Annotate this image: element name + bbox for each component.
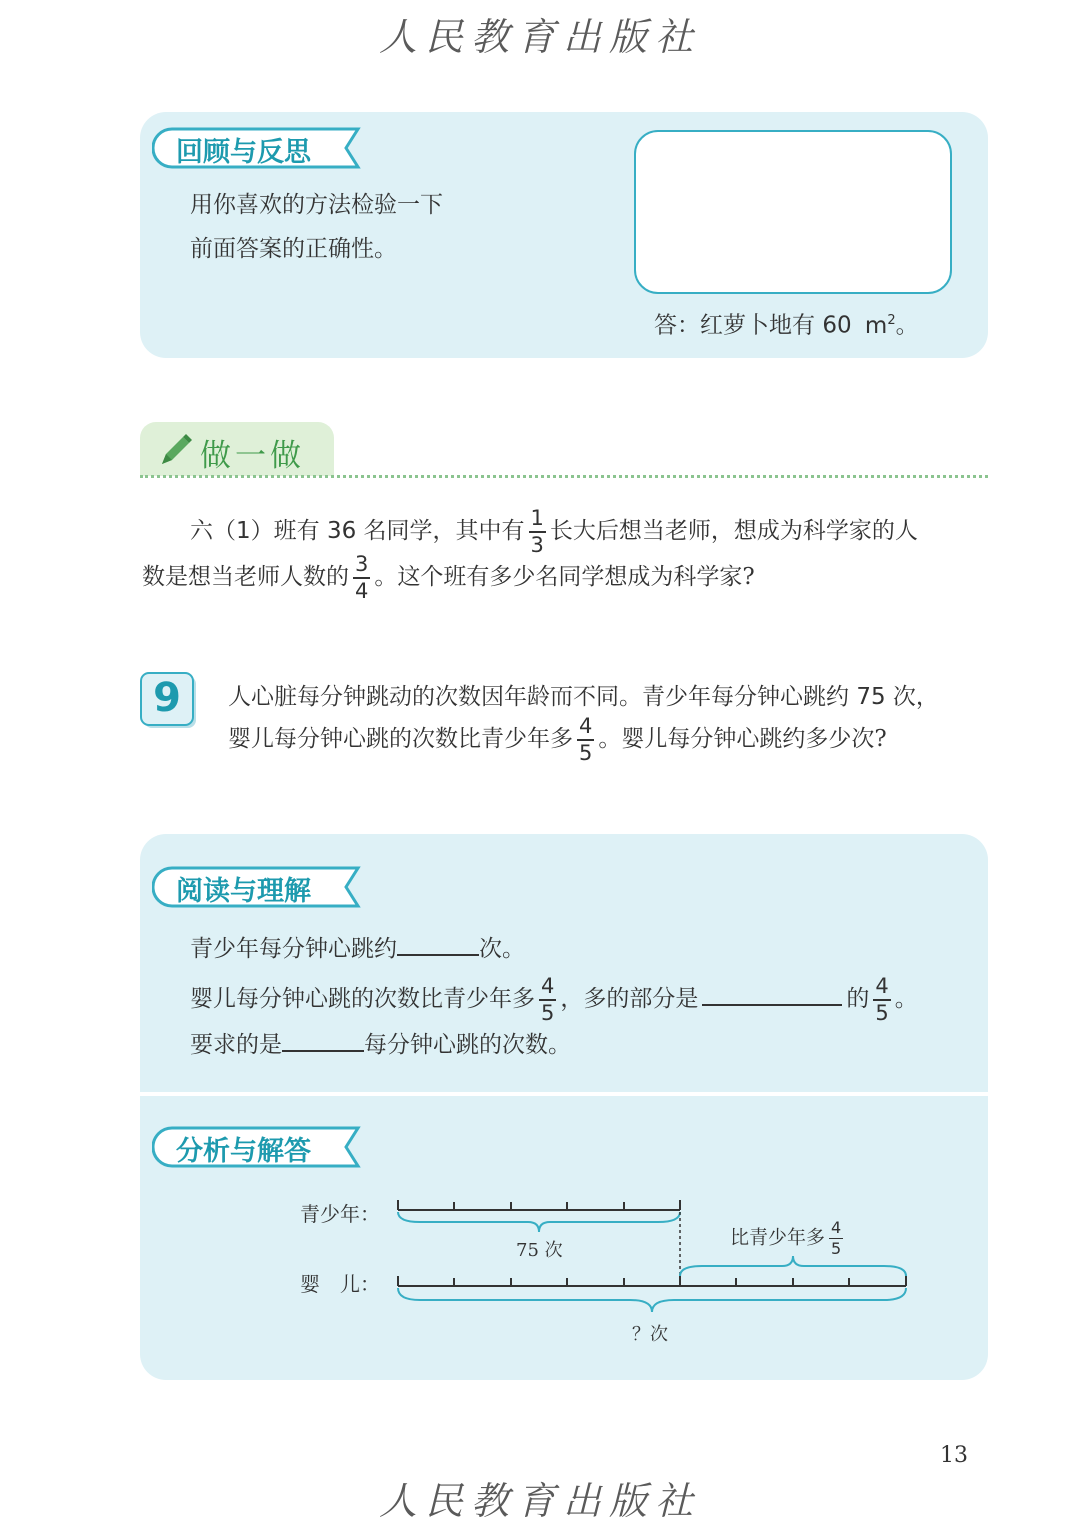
pencil-icon <box>156 430 196 470</box>
read-text: 。 <box>894 986 918 1012</box>
page-number: 13 <box>940 1443 968 1468</box>
fraction-3-4 <box>353 554 370 602</box>
zuo-label: 做一做 <box>200 438 305 474</box>
fraction-4-5 <box>873 976 890 1024</box>
teen-brace <box>398 1212 680 1232</box>
teen-label: 青少年： <box>300 1202 380 1226</box>
question-9-badge <box>140 672 198 730</box>
q9-text: 人心脏每分钟跳动的次数因年龄而不同。青少年每分钟心跳约 <box>228 684 849 710</box>
q9-num: 75 <box>856 684 886 710</box>
extra-label <box>730 1220 847 1257</box>
read-tag-label: 阅读与理解 <box>176 876 311 907</box>
extra-label-text: 比青少年多 <box>730 1226 826 1249</box>
q9-line2 <box>228 716 887 764</box>
fraction-4-5 <box>539 976 556 1024</box>
zuo-line1 <box>190 508 918 556</box>
fill-blank[interactable] <box>702 986 842 1006</box>
q9-text: 婴儿每分钟心跳的次数比青少年多 <box>228 726 573 752</box>
publisher-header: 人民教育出版社 <box>378 15 701 59</box>
zuo-text: 长大后想当老师，想成为科学家的人 <box>549 518 918 544</box>
answer-unit: m <box>864 312 888 339</box>
zuo-divider <box>140 475 988 478</box>
frac-den: 5 <box>579 741 593 765</box>
answer-value: 60 <box>822 312 852 339</box>
fraction-4-5 <box>829 1220 843 1257</box>
zuo-text: 数是想当老师人数的 <box>142 564 349 590</box>
frac-num: 1 <box>529 508 546 533</box>
review-text-line1: 用你喜欢的方法检验一下 <box>190 192 443 218</box>
teen-ticks <box>398 1200 680 1210</box>
read-text: 要求的是 <box>190 1032 282 1058</box>
q9-text: 次， <box>892 684 939 710</box>
frac-num: 4 <box>539 976 556 1001</box>
frac-den: 4 <box>355 579 369 603</box>
publisher-footer: 人民教育出版社 <box>378 1479 701 1523</box>
read-text: 每分钟心跳的次数。 <box>364 1032 571 1058</box>
answer-prefix: 答：红萝卜地有 <box>654 312 815 339</box>
read-tag <box>152 866 364 908</box>
zuo-line2 <box>142 554 755 602</box>
frac-den: 3 <box>530 533 544 557</box>
baby-ticks <box>398 1276 906 1286</box>
read-line2 <box>190 976 918 1024</box>
analysis-tag-label: 分析与解答 <box>176 1136 311 1167</box>
baby-label: 婴 儿： <box>300 1272 380 1296</box>
baby-brace <box>398 1288 906 1312</box>
review-tag <box>152 127 364 169</box>
frac-den: 5 <box>831 1239 842 1258</box>
zuo-tab <box>140 422 334 476</box>
teen-count-label: 75 次 <box>516 1240 563 1261</box>
frac-num: 3 <box>353 554 370 579</box>
baby-count-label: ？次 <box>632 1324 668 1345</box>
answer-box <box>634 130 952 294</box>
zuo-num: 1 <box>236 518 251 544</box>
read-text: 婴儿每分钟心跳的次数比青少年多 <box>190 986 535 1012</box>
read-text: 青少年每分钟心跳约 <box>190 936 397 962</box>
segment-diagram <box>390 1190 930 1330</box>
q9-line1 <box>228 686 939 709</box>
frac-num: 4 <box>831 1218 842 1237</box>
review-tag-label: 回顾与反思 <box>176 137 311 168</box>
fill-blank[interactable] <box>397 936 479 956</box>
frac-num: 4 <box>577 716 594 741</box>
frac-num: 4 <box>873 976 890 1001</box>
fraction-4-5 <box>577 716 594 764</box>
panel-divider <box>140 1092 988 1096</box>
read-line1 <box>190 936 525 961</box>
frac-den: 5 <box>541 1001 555 1025</box>
q9-text: 。婴儿每分钟心跳约多少次? <box>598 726 887 752</box>
fill-blank[interactable] <box>282 1032 364 1052</box>
answer-end: 。 <box>895 312 919 339</box>
zuo-text: ）班有 <box>250 518 320 544</box>
answer-sup: 2 <box>887 313 896 328</box>
zuo-text: 六（ <box>190 518 236 544</box>
analysis-tag <box>152 1126 364 1168</box>
read-text: 次。 <box>479 936 525 962</box>
zuo-num: 36 <box>326 518 357 544</box>
question-number: 9 <box>153 675 181 721</box>
zuo-text: 名同学，其中有 <box>363 518 525 544</box>
read-text: ，多的部分是 <box>560 986 699 1012</box>
review-answer <box>654 314 919 338</box>
frac-den: 5 <box>875 1001 889 1025</box>
fraction-1-3 <box>529 508 546 556</box>
read-text: 的 <box>846 986 870 1012</box>
review-text-line2: 前面答案的正确性。 <box>190 236 397 262</box>
zuo-text: 。这个班有多少名同学想成为科学家? <box>374 564 755 590</box>
extra-brace <box>680 1256 906 1276</box>
read-line3 <box>190 1032 571 1057</box>
